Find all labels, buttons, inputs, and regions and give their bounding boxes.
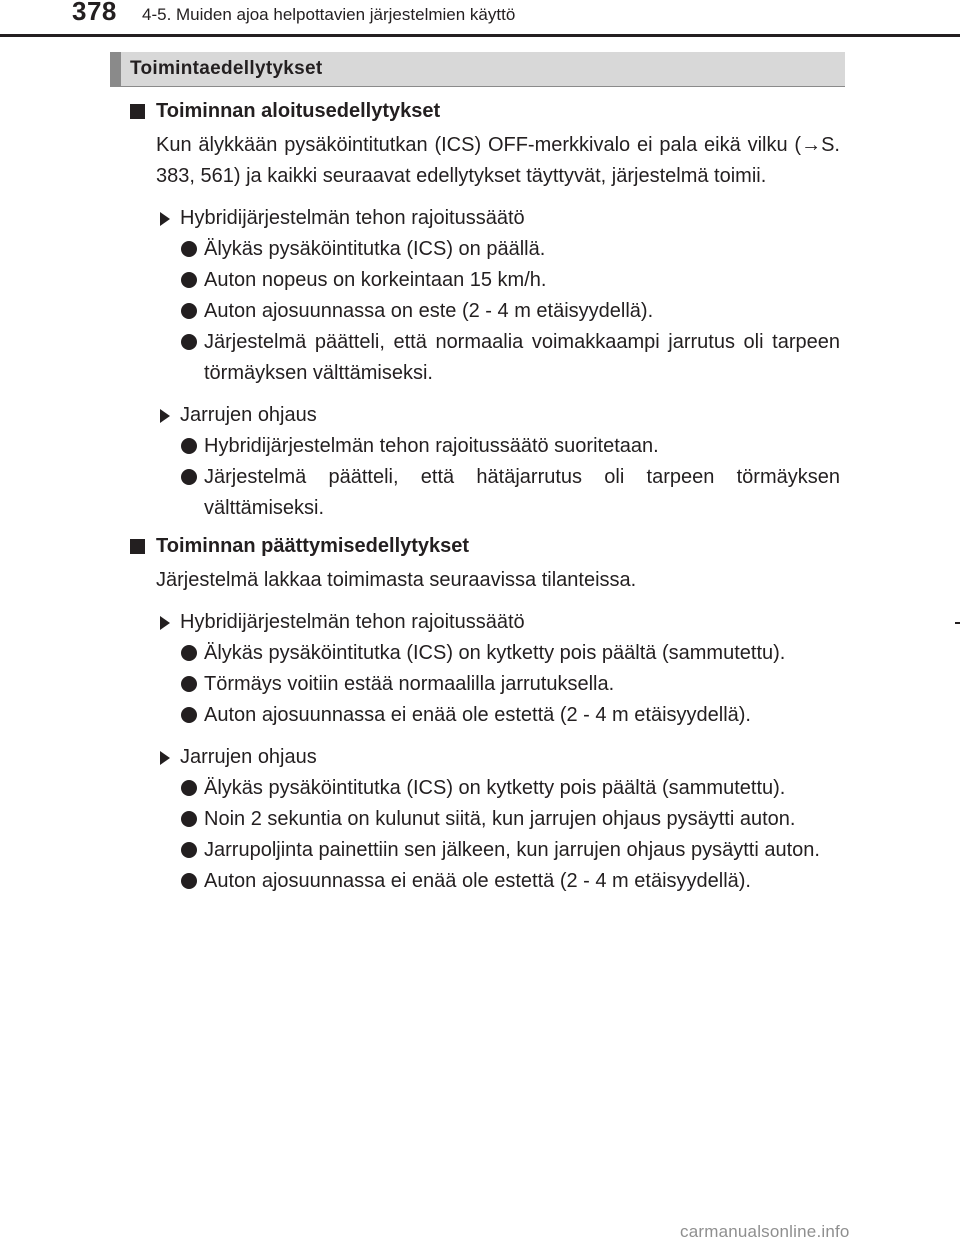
- circle-bullet-icon: [181, 842, 197, 858]
- section-title: Toimintaedellytykset: [130, 58, 323, 79]
- list-item-text: Älykäs pysäköintitutka (ICS) on kytketty pois päältä (sammutettu).: [204, 777, 786, 799]
- square-bullet-icon: [130, 539, 145, 554]
- circle-bullet-icon: [181, 873, 197, 889]
- end-group-brake-control-label: Jarrujen ohjaus: [180, 746, 317, 768]
- square-bullet-icon: [130, 104, 145, 119]
- list-item: [180, 835, 840, 866]
- list-item: [180, 638, 840, 669]
- start-conditions-heading-text: Toiminnan aloitusedellytykset: [156, 100, 441, 122]
- watermark: carmanualsonline.info: [680, 1222, 850, 1241]
- start-conditions-heading: [130, 96, 840, 127]
- circle-bullet-icon: [181, 241, 197, 257]
- list-item-text: Järjestelmä päätteli, että normaalia voimakkaampi jarrutus oli tarpeen törmäyksen välttämiseksi.: [204, 331, 840, 384]
- list-item: [180, 296, 840, 327]
- list-item-text: Noin 2 sekuntia on kulunut siitä, kun jarrujen ohjaus pysäytti auton.: [204, 808, 796, 830]
- page-content: [130, 95, 840, 897]
- list-item: [180, 773, 840, 804]
- circle-bullet-icon: [181, 303, 197, 319]
- spacer: [130, 524, 840, 530]
- circle-bullet-icon: [181, 780, 197, 796]
- end-conditions-intro: Järjestelmä lakkaa toimimasta seuraavissa tilanteissa.: [156, 569, 637, 591]
- list-item-text: Älykäs pysäköintitutka (ICS) on päällä.: [204, 238, 546, 260]
- header-rule: [0, 34, 960, 37]
- section-title-bar: [110, 52, 845, 87]
- list-item: [180, 700, 840, 731]
- end-conditions-heading-text: Toiminnan päättymisedellytykset: [156, 535, 470, 557]
- list-item-text: Törmäys voitiin estää normaalilla jarrutuksella.: [204, 673, 615, 695]
- end-group-brake-control: [156, 742, 840, 773]
- triangle-bullet-icon: [160, 751, 170, 765]
- triangle-bullet-icon: [160, 616, 170, 630]
- running-header: 4-5. Muiden ajoa helpottavien järjestelmien käyttö: [142, 5, 516, 24]
- circle-bullet-icon: [181, 438, 197, 454]
- list-item-text: Auton ajosuunnassa on este (2 - 4 m etäisyydellä).: [204, 300, 654, 322]
- list-item: [180, 462, 840, 524]
- start-group-power-limit-label: Hybridijärjestelmän tehon rajoitussäätö: [180, 207, 525, 229]
- circle-bullet-icon: [181, 469, 197, 485]
- list-item-text: Hybridijärjestelmän tehon rajoitussäätö suoritetaan.: [204, 435, 659, 457]
- section-bar-accent: [110, 52, 121, 86]
- page-edge-mark: [955, 622, 960, 624]
- circle-bullet-icon: [181, 645, 197, 661]
- triangle-bullet-icon: [160, 409, 170, 423]
- list-item-text: Jarrupoljinta painettiin sen jälkeen, kun jarrujen ohjaus pysäytti auton.: [204, 839, 820, 861]
- page-number: 378: [72, 0, 117, 26]
- start-group-power-limit: [156, 203, 840, 234]
- start-group-brake-control: [156, 400, 840, 431]
- list-item: [180, 804, 840, 835]
- list-item: [180, 866, 840, 897]
- end-conditions-heading: [130, 531, 840, 562]
- start-conditions-intro: Kun älykkään pysäköintitutkan (ICS) OFF-merkkivalo ei pala eikä vilku (→S. 383, 561) ja kaikki seuraavat edellytykset täyttyvät, järjestelmä toimii.: [156, 134, 840, 187]
- start-group-brake-control-label: Jarrujen ohjaus: [180, 404, 317, 426]
- circle-bullet-icon: [181, 811, 197, 827]
- list-item-text: Auton ajosuunnassa ei enää ole estettä (2 - 4 m etäisyydellä).: [204, 704, 751, 726]
- list-item-text: Auton ajosuunnassa ei enää ole estettä (2 - 4 m etäisyydellä).: [204, 870, 751, 892]
- list-item: [180, 265, 840, 296]
- circle-bullet-icon: [181, 272, 197, 288]
- list-item-text: Älykäs pysäköintitutka (ICS) on kytketty pois päältä (sammutettu).: [204, 642, 786, 664]
- circle-bullet-icon: [181, 707, 197, 723]
- list-item: [180, 669, 840, 700]
- list-item-text: Auton nopeus on korkeintaan 15 km/h.: [204, 269, 547, 291]
- circle-bullet-icon: [181, 334, 197, 350]
- list-item: [180, 234, 840, 265]
- list-item: [180, 327, 840, 389]
- list-item: [180, 431, 840, 462]
- list-item-text: Järjestelmä päätteli, että hätäjarrutus oli tarpeen törmäyksen välttämiseksi.: [204, 466, 840, 519]
- end-group-power-limit: [156, 607, 840, 638]
- triangle-bullet-icon: [160, 212, 170, 226]
- end-group-power-limit-label: Hybridijärjestelmän tehon rajoitussäätö: [180, 611, 525, 633]
- circle-bullet-icon: [181, 676, 197, 692]
